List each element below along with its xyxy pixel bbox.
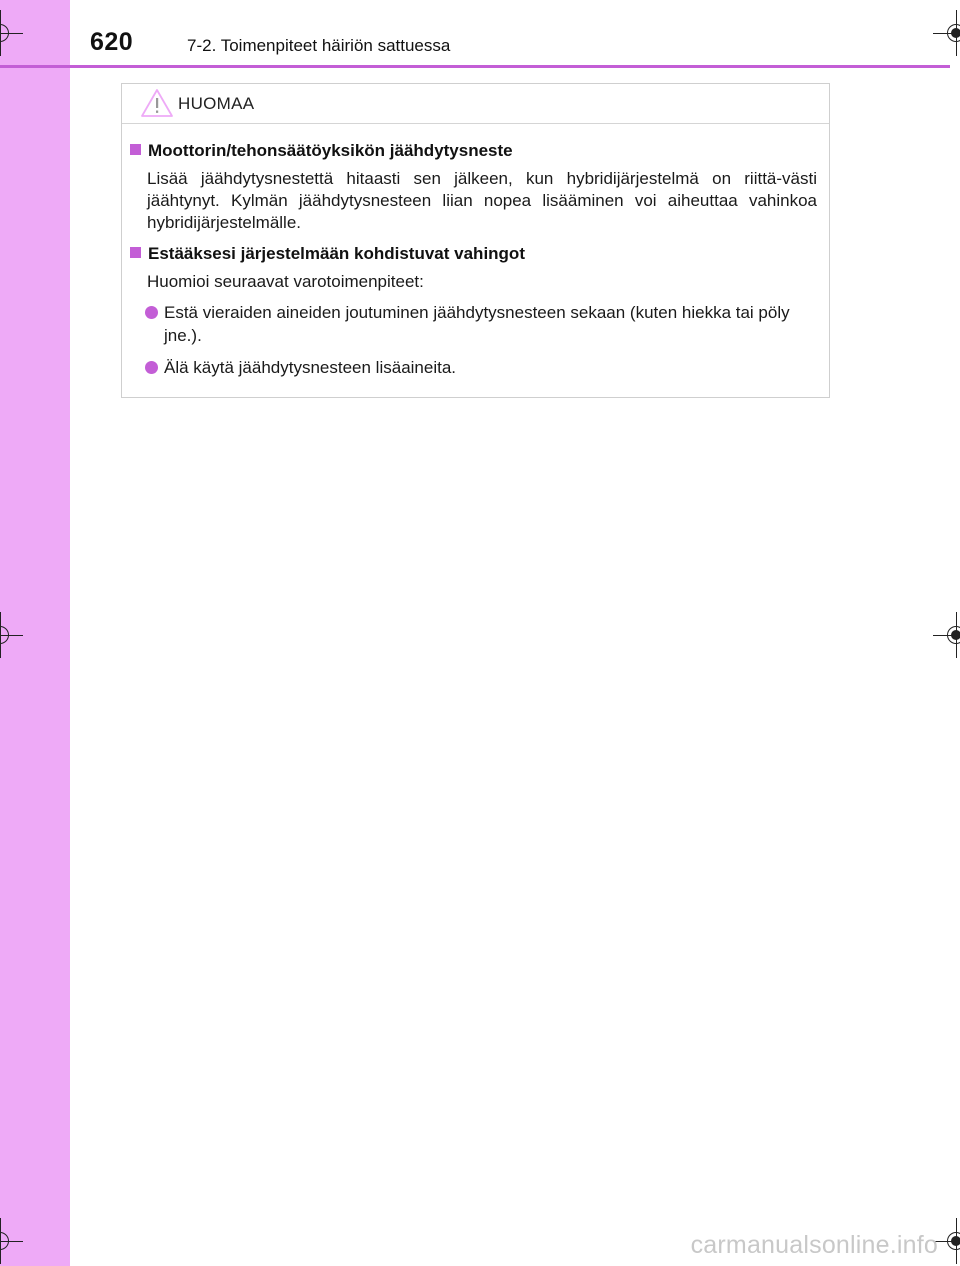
- section-paragraph: Huomioi seuraavat varotoimenpiteet:: [147, 272, 424, 291]
- section-paragraph: Lisää jäähdytysnestettä hitaasti sen jälkeen, kun hybridijärjestelmä on riittä-västi jäähtynyt. Kylmän jäähdytysnesteen liian nopea lisääminen voi aiheuttaa vahinkoa hybridijärjestelmälle.: [147, 169, 817, 232]
- registration-mark-mid-right: [943, 622, 960, 650]
- registration-mark-bottom-right: [943, 1228, 960, 1256]
- section-heading: Moottorin/tehonsäätöyksikön jäähdytysneste: [130, 141, 513, 161]
- list-item: Älä käytä jäähdytysnesteen lisäaineita.: [145, 356, 825, 379]
- watermark: carmanualsonline.info: [690, 1231, 938, 1259]
- notice-header: [122, 84, 829, 124]
- list-item: Estä vieraiden aineiden joutuminen jäähdytysnesteen sekaan (kuten hiekka tai pöly jne.).: [145, 301, 825, 347]
- header-rule: [0, 65, 950, 68]
- registration-mark-mid-left: [0, 622, 15, 650]
- section-title: 7-2. Toimenpiteet häiriön sattuessa: [187, 36, 451, 55]
- registration-mark-top-right: [943, 20, 960, 48]
- notice-label: HUOMAA: [178, 94, 255, 113]
- page-number: 620: [90, 28, 134, 56]
- round-bullet-icon: [145, 306, 158, 319]
- registration-mark-bottom-left: [0, 1228, 15, 1256]
- notice-box: [121, 83, 830, 398]
- warning-triangle-icon: [140, 88, 174, 118]
- registration-mark-top-left: [0, 20, 15, 48]
- square-bullet-icon: [130, 247, 141, 258]
- round-bullet-icon: [145, 361, 158, 374]
- square-bullet-icon: [130, 144, 141, 155]
- section-heading: Estääksesi järjestelmään kohdistuvat vahingot: [130, 244, 525, 264]
